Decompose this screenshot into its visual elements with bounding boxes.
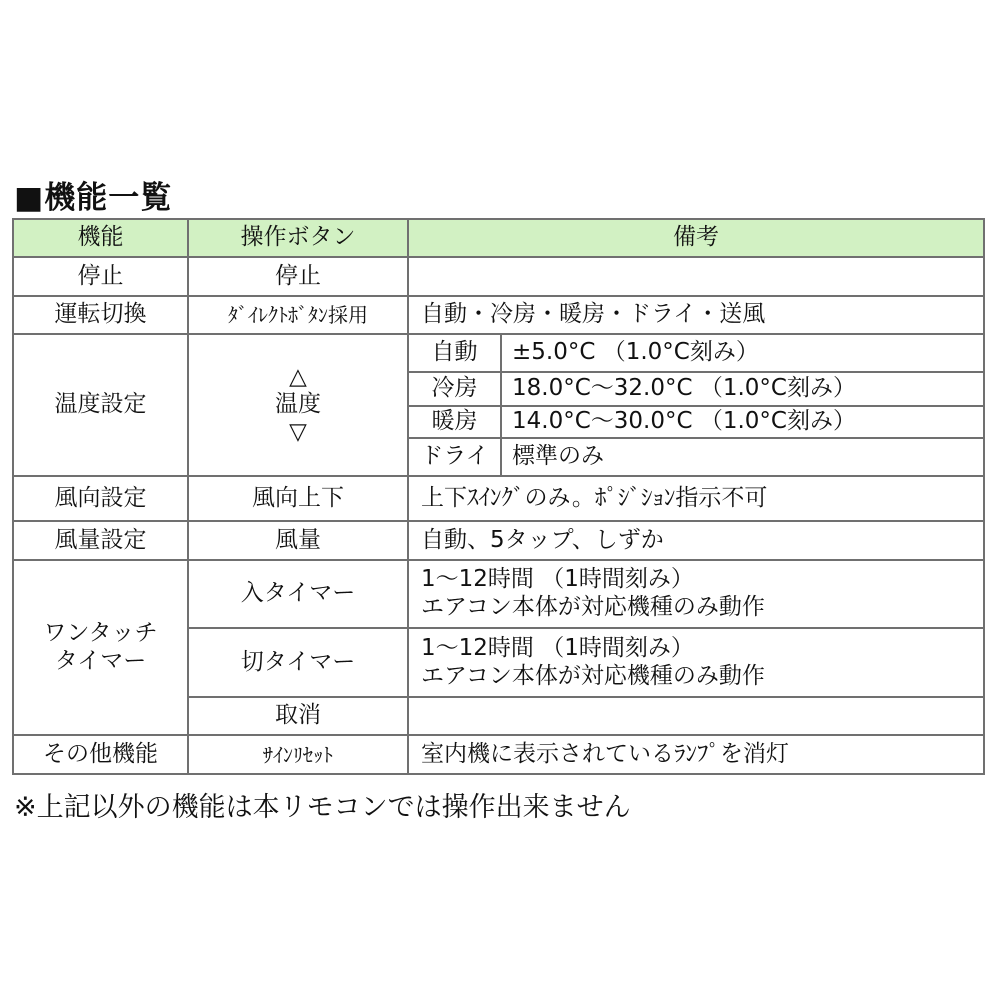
timer-on-button: 入タイマー	[240, 580, 356, 607]
header-function: 機能	[77, 224, 124, 251]
row-temp-button	[189, 335, 407, 475]
timer-function-line1: ワンタッチ	[43, 619, 158, 646]
row-timer-function	[14, 561, 187, 734]
timer-on-note	[421, 561, 981, 627]
temp-range-auto: ±5.0°C （1.0°C刻み）	[512, 339, 759, 366]
header-button: 操作ボタン	[240, 224, 356, 251]
row-mode-button: ﾀﾞｲﾚｸﾄﾎﾞﾀﾝ採用	[228, 303, 368, 327]
temp-mode-dry: ドライ	[420, 443, 489, 470]
timer-function-line2: タイマー	[54, 647, 147, 674]
triangle-down-icon: ▽	[289, 418, 307, 445]
timer-cancel-button: 取消	[275, 702, 321, 729]
footnote: ※上記以外の機能は本リモコンでは操作出来ません	[14, 792, 631, 823]
header-note: 備考	[673, 224, 719, 251]
timer-on-note-line1: 1～12時間 （1時間刻み）	[421, 566, 694, 593]
row-fanspeed-button: 風量	[275, 526, 321, 553]
timer-off-note	[421, 629, 981, 696]
timer-on-note-line2: エアコン本体が対応機種のみ動作	[421, 594, 765, 620]
triangle-up-icon: △	[289, 363, 307, 390]
timer-off-note-line2: エアコン本体が対応機種のみ動作	[421, 662, 765, 689]
temp-button-label: 温度	[275, 391, 321, 418]
row-other-function: その他機能	[43, 740, 158, 767]
row-stop-button: 停止	[275, 262, 321, 289]
row-airdir-button: 風向上下	[252, 484, 344, 511]
temp-mode-auto: 自動	[431, 339, 478, 366]
row-fanspeed-function: 風量設定	[54, 526, 147, 553]
row-fanspeed-note: 自動、5タップ、しずか	[421, 526, 664, 553]
page-title: ■機能一覧	[14, 180, 173, 216]
function-table	[12, 218, 985, 775]
row-airdir-function: 風向設定	[54, 484, 147, 511]
grid-line	[407, 218, 409, 775]
grid-line	[500, 333, 502, 475]
temp-range-dry: 標準のみ	[512, 443, 604, 470]
row-temp-function: 温度設定	[54, 391, 147, 418]
temp-range-cool: 18.0°C～32.0°C （1.0°C刻み）	[512, 375, 856, 402]
grid-line	[983, 218, 985, 775]
row-airdir-note: 上下ｽｲﾝｸﾞのみ。ﾎﾟｼﾞｼｮﾝ指示不可	[421, 484, 768, 511]
timer-off-note-line1: 1～12時間 （1時間刻み）	[421, 634, 694, 661]
temp-range-heat: 14.0°C～30.0°C （1.0°C刻み）	[512, 408, 856, 435]
row-other-button: ｻｲﾝﾘｾｯﾄ	[263, 742, 333, 767]
timer-off-button: 切タイマー	[240, 648, 356, 675]
row-mode-function: 運転切換	[54, 301, 147, 328]
row-stop-function: 停止	[77, 262, 124, 289]
row-other-note: 室内機に表示されているﾗﾝﾌﾟを消灯	[421, 740, 789, 767]
row-mode-note: 自動・冷房・暖房・ドライ・送風	[421, 301, 766, 328]
temp-mode-cool: 冷房	[431, 375, 478, 402]
grid-line	[12, 773, 985, 775]
temp-mode-heat: 暖房	[431, 408, 478, 435]
